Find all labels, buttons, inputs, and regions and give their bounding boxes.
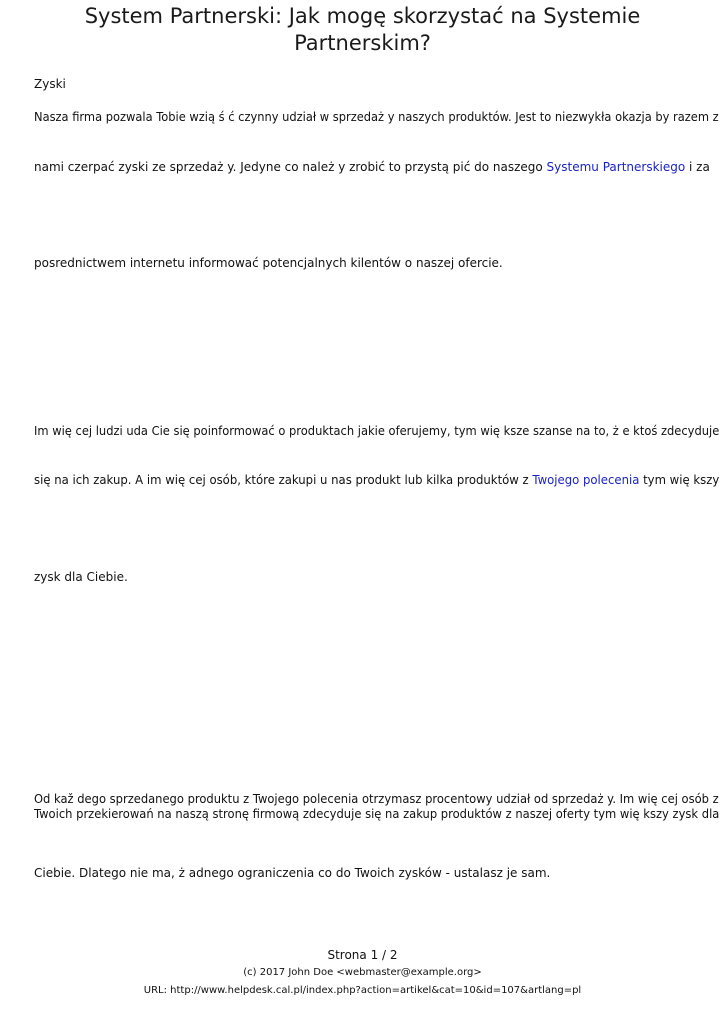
paragraph3-line1: Od kaž dego sprzedanego produktu z Twojego polecenia otrzymasz procentowy udział od sprzedaż y. Im wię cej osób z	[34, 792, 719, 806]
paragraph1-line1: Nasza firma pozwala Tobie wzią ś ć czynny udział w sprzedaż y naszych produktów. Jest to niezwykła okazja by razem z	[34, 110, 719, 124]
partner-system-link[interactable]: Systemu Partnerskiego	[546, 160, 686, 174]
section-heading: Zyski	[34, 77, 66, 91]
your-referral-link[interactable]: Twojego polecenia	[532, 473, 640, 487]
paragraph2-line2	[34, 473, 719, 488]
paragraph2-line1: Im wię cej ludzi uda Cie się poinformować o produktach jakie oferujemy, tym wię ksze szanse na to, ż e ktoś zdecyduje	[34, 424, 720, 438]
page-number: Strona 1 / 2	[327, 948, 398, 962]
paragraph1-line2-tail: i za	[685, 160, 710, 174]
source-url: URL: http://www.helpdesk.cal.pl/index.php?action=artikel&cat=10&id=107&artlang=pl	[143, 985, 582, 996]
paragraph2-line2-tail: tym wię kszy	[639, 473, 720, 487]
paragraph2-line2-text: się na ich zakup. A im wię cej osób, które zakupi u nas produkt lub kilka produktów z	[34, 473, 533, 487]
paragraph1-line2	[34, 160, 710, 175]
document-title: System Partnerski: Jak mogę skorzystać na Systemie Partnerskim?	[84, 4, 641, 55]
paragraph3-line2: Twoich przekierowań na naszą stronę firmową zdecyduje się na zakup produktów z naszej oferty tym wię kszy zysk dla	[34, 807, 720, 821]
paragraph2-line3: zysk dla Ciebie.	[34, 570, 128, 584]
paragraph1-line2-text: nami czerpać zyski ze sprzedaż y. Jedyne co należ y zrobić to przystą pić do naszego	[34, 160, 547, 174]
copyright-notice: (c) 2017 John Doe <webmaster@example.org>	[243, 967, 482, 978]
paragraph3-line3: Ciebie. Dlatego nie ma, ż adnego ograniczenia co do Twoich zysków - ustalasz je sam.	[34, 866, 551, 880]
paragraph1-line3: posrednictwem internetu informować potencjalnych kilentów o naszej ofercie.	[34, 256, 503, 270]
